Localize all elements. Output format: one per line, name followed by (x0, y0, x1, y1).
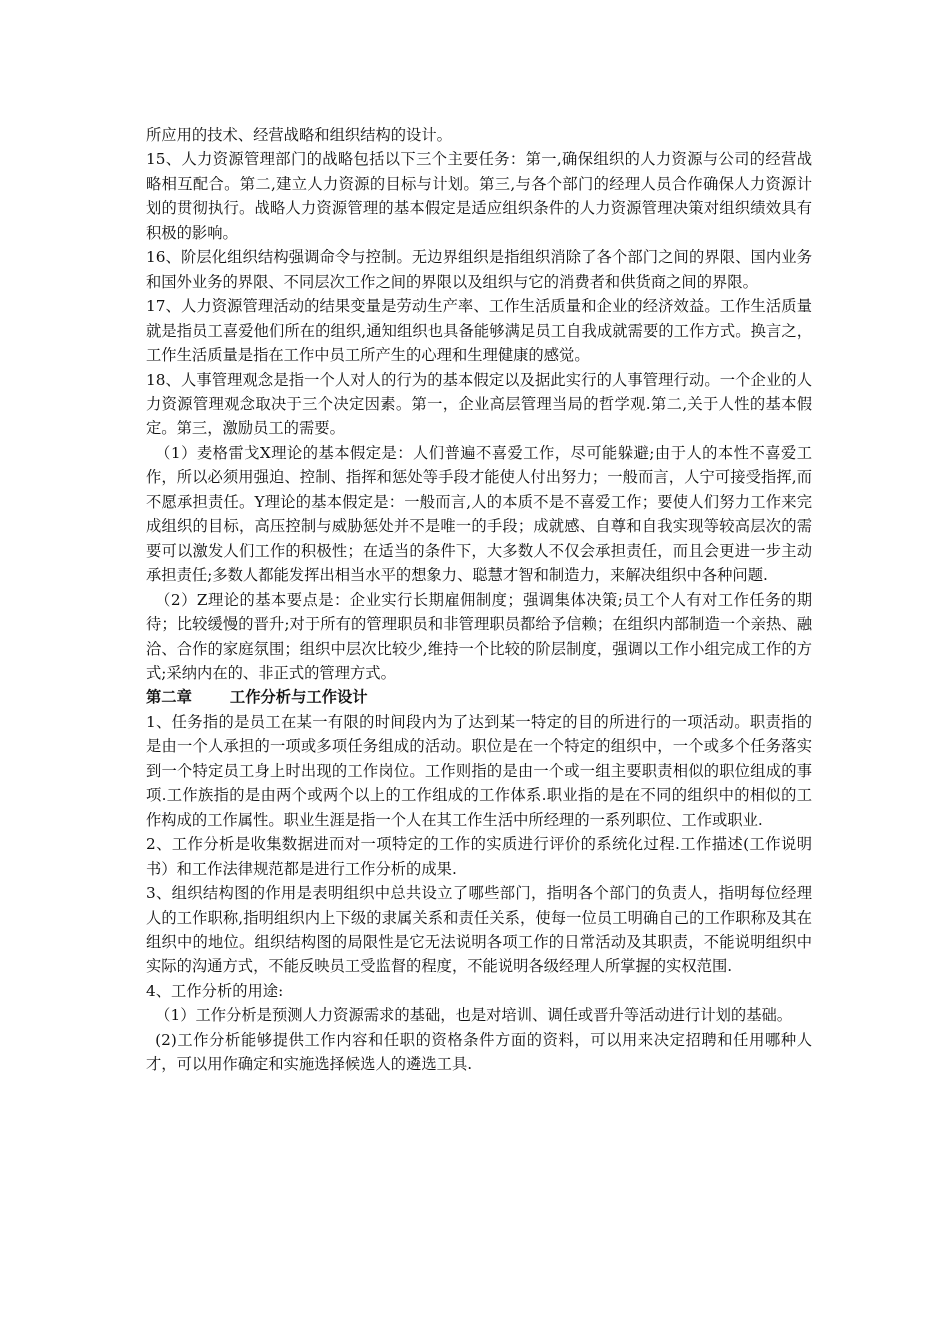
paragraph-item-15: 15、人力资源管理部门的战略包括以下三个主要任务：第一,确保组织的人力资源与公司的经营战略相互配合。第二,建立人力资源的目标与计划。第三,与各个部门的经理人员合作确保人力资源计划的贯彻执行。战略人力资源管理的基本假定是适应组织条件的人力资源管理决策对组织绩效具有积极的影响。 (146, 150, 812, 242)
paragraph-item-18: 18、人事管理观念是指一个人对人的行为的基本假定以及据此实行的人事管理行动。一个企业的人力资源管理观念取决于三个决定因素。第一，企业高层管理当局的哲学观.第二,关于人性的基本假定。第三，激励员工的需要。 (146, 370, 812, 438)
paragraph-continuation: 所应用的技术、经营战略和组织结构的设计。 (146, 126, 452, 144)
paragraph-theory-z: （2）Z理论的基本要点是：企业实行长期雇佣制度；强调集体决策;员工个人有对工作任务的期待；比较缓慢的晋升;对于所有的管理职员和非管理职员都给予信赖；在组织内部制造一个亲热、融洽、合作的家庭氛围；组织中层次比较少,维持一个比较的阶层制度，强调以工作小组完成工作的方式;采纳内在的、非正式的管理方式。 (146, 590, 812, 682)
paragraph-use-2: (2)工作分析能够提供工作内容和任职的资格条件方面的资料，可以用来决定招聘和任用哪种人才，可以用作确定和实施选择候选人的遴选工具. (146, 1030, 812, 1074)
document-page (146, 123, 812, 1077)
paragraph-item-4: 4、工作分析的用途: (146, 981, 284, 1000)
paragraph-theory-xy: （1）麦格雷戈X理论的基本假定是：人们普遍不喜爱工作，尽可能躲避;由于人的本性不喜爱工作，所以必须用强迫、控制、指挥和惩处等手段才能使人付出努力；一般而言，人宁可接受指挥,而不愿承担责任。Y理论的基本假定是：一般而言,人的本质不是不喜爱工作；要使人们努力工作来完成组织的目标，高压控制与威胁惩处并不是唯一的手段；成就感、自尊和自我实现等较高层次的需要可以激发人们工作的积极性；在适当的条件下，大多数人不仅会承担责任，而且会更进一步主动承担责任;多数人都能发挥出相当水平的想象力、聪慧才智和制造力，来解决组织中各种问题. (146, 443, 812, 585)
paragraph-use-1: （1）工作分析是预测人力资源需求的基础，也是对培训、调任或晋升等活动进行计划的基础。 (155, 1006, 793, 1025)
paragraph-item-1: 1、任务指的是员工在某一有限的时间段内为了达到某一特定的目的所进行的一项活动。职责指的是由一个人承担的一项或多项任务组成的活动。职位是在一个特定的组织中，一个或多个任务落实到一个特定员工身上时出现的工作岗位。工作则指的是由一个或一组主要职责相似的职位组成的事项.工作族指的是由两个或两个以上的工作组成的工作体系.职业指的是在不同的组织中的相似的工作构成的工作属性。职业生涯是指一个人在其工作生活中所经理的一系列职位、工作或职业. (146, 712, 812, 829)
paragraph-item-2: 2、工作分析是收集数据进而对一项特定的工作的实质进行评价的系统化过程.工作描述(工作说明书）和工作法律规范都是进行工作分析的成果. (146, 835, 812, 878)
chapter-heading (146, 685, 812, 709)
paragraph-item-17: 17、人力资源管理活动的结果变量是劳动生产率、工作生活质量和企业的经济效益。工作生活质量就是指员工喜爱他们所在的组织,通知组织也具备能够满足员工自我成就需要的工作方式。换言之，工作生活质量是指在工作中员工所产生的心理和生理健康的感觉。 (146, 297, 812, 365)
paragraph-item-16: 16、阶层化组织结构强调命令与控制。无边界组织是指组织消除了各个部门之间的界限、国内业务和国外业务的界限、不同层次工作之间的界限以及组织与它的消费者和供货商之间的界限。 (146, 248, 812, 291)
chapter-title: 工作分析与工作设计 (229, 688, 368, 707)
chapter-number: 第二章 (146, 688, 192, 707)
paragraph-item-3: 3、组织结构图的作用是表明组织中总共设立了哪些部门，指明各个部门的负责人，指明每位经理人的工作职称,指明组织内上下级的隶属关系和责任关系，使每一位员工明确自己的工作职称及其在组织中的地位。组织结构图的局限性是它无法说明各项工作的日常活动及其职责，不能说明组织中实际的沟通方式，不能反映员工受监督的程度，不能说明各级经理人所掌握的实权范围. (146, 884, 812, 976)
